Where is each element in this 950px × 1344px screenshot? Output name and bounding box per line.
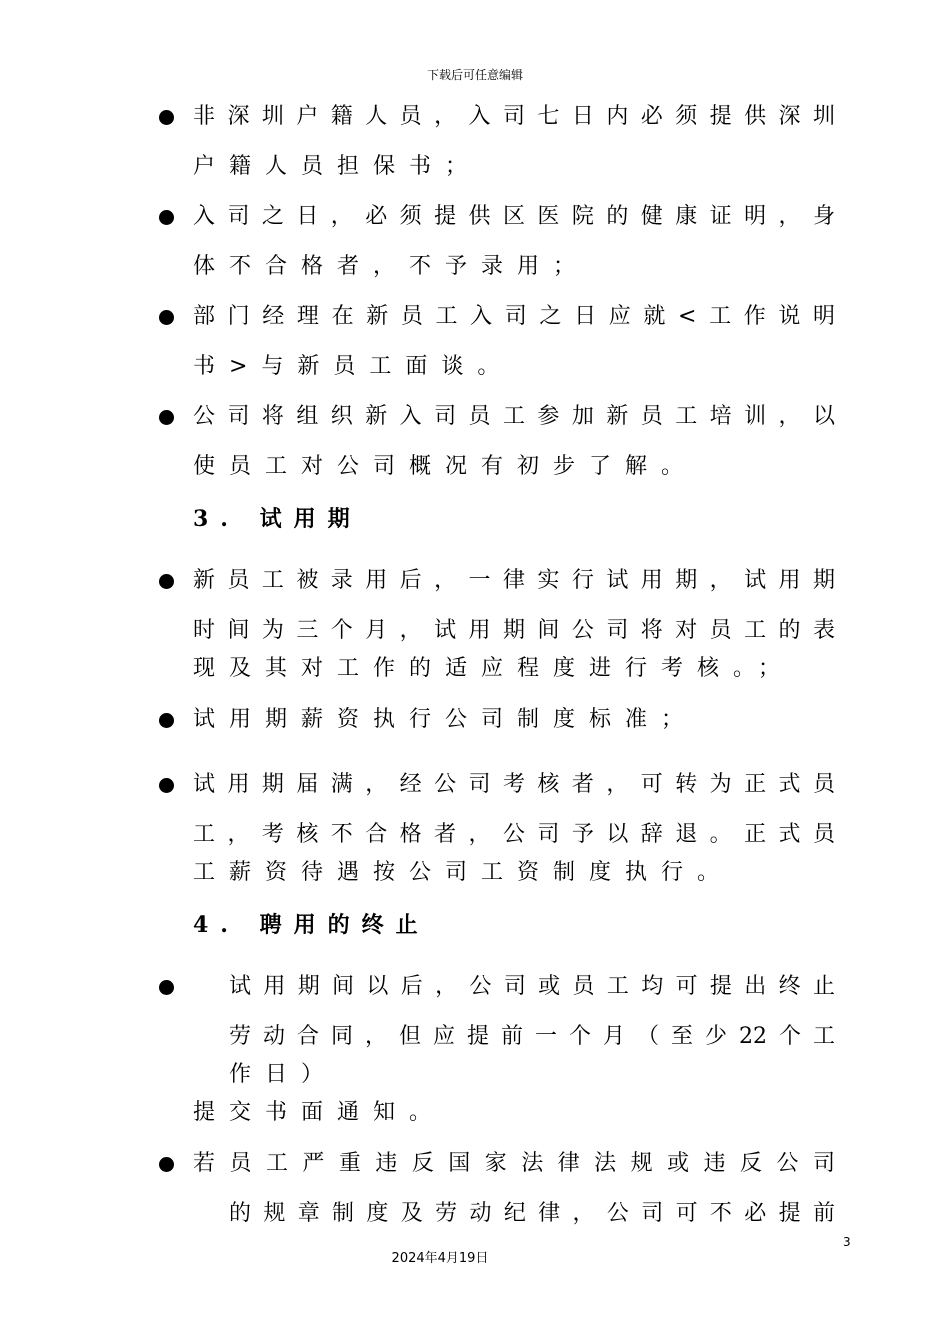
- bullet-icon: [159, 713, 174, 728]
- bullet-icon: [159, 574, 174, 589]
- text-line: 时间为三个月，试用期间公司将对员工的表: [193, 618, 835, 643]
- text-line: 的规章制度及劳动纪律，公司可不必提前: [229, 1201, 835, 1226]
- text-line: 试用期薪资执行公司制度标准；: [193, 707, 698, 732]
- text-line: 若员工严重违反国家法律法规或违反公司: [193, 1151, 835, 1176]
- text-line: 户籍人员担保书；: [193, 154, 482, 179]
- section-heading: 3. 试用期: [193, 506, 362, 532]
- footer-date: 2024年4月19日: [391, 1251, 489, 1266]
- text-line: 工，考核不合格者，公司予以辞退。正式员: [193, 822, 835, 847]
- text-line: 劳动合同，但应提前一个月（至少22个工: [229, 1024, 835, 1049]
- bullet-icon: [159, 110, 174, 125]
- text-line: 非深圳户籍人员，入司七日内必须提供深圳: [193, 104, 835, 129]
- bullet-icon: [159, 778, 174, 793]
- page-header: 下载后可任意编辑: [426, 68, 523, 82]
- bullet-icon: [159, 410, 174, 425]
- text-line: 现及其对工作的适应程度进行考核。；: [193, 656, 795, 681]
- text-line: 体不合格者，不予录用；: [193, 254, 590, 279]
- text-line: 入司之日，必须提供区医院的健康证明，身: [193, 204, 835, 229]
- text-line: 提交书面通知。: [193, 1100, 446, 1125]
- section-heading: 4. 聘用的终止: [193, 912, 430, 938]
- bullet-icon: [159, 210, 174, 225]
- page-number: 3: [843, 1235, 851, 1249]
- text-line: 新员工被录用后，一律实行试用期，试用期: [193, 568, 835, 593]
- text-line: 部门经理在新员工入司之日应就<工作说明: [193, 304, 835, 329]
- text-line: 作日）: [229, 1062, 338, 1087]
- text-line: 书>与新员工面谈。: [193, 354, 514, 379]
- bullet-icon: [159, 310, 174, 325]
- bullet-icon: [159, 1157, 174, 1172]
- text-line: 使员工对公司概况有初步了解。: [193, 454, 698, 479]
- bullet-icon: [159, 980, 174, 995]
- text-line: 工薪资待遇按公司工资制度执行。: [193, 860, 734, 885]
- text-line: 公司将组织新入司员工参加新员工培训，以: [193, 404, 835, 429]
- text-line: 试用期间以后，公司或员工均可提出终止: [229, 974, 835, 999]
- text-line: 试用期届满，经公司考核者，可转为正式员: [193, 772, 835, 797]
